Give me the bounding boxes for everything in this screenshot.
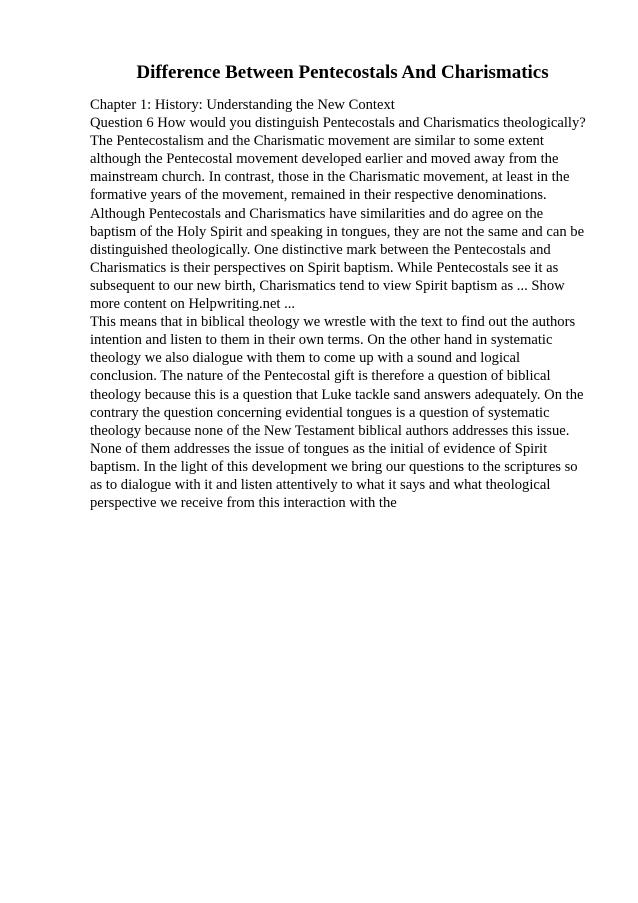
body-line: formative years of the movement, remained in their respective denominations. — [90, 187, 547, 204]
body-line: theology because none of the New Testament biblical authors addresses this issue. — [90, 422, 570, 439]
body-line: more content on Helpwriting.net ... — [90, 296, 296, 313]
body-line: although the Pentecostal movement developed earlier and moved away from the — [90, 151, 559, 168]
body-line: Charismatics is their perspectives on Spirit baptism. While Pentecostals see it as — [90, 259, 559, 276]
body-line: perspective we receive from this interaction with the — [90, 495, 397, 512]
document-title: Difference Between Pentecostals And Charismatics — [136, 62, 549, 83]
body-line: The Pentecostalism and the Charismatic movement are similar to some extent — [90, 133, 544, 150]
body-line: Question 6 How would you distinguish Pentecostals and Charismatics theologically? — [90, 115, 586, 132]
body-line: theology because this is a question that Luke tackle sand answers adequately. On the — [90, 386, 584, 403]
body-line: None of them addresses the issue of tongues as the initial of evidence of Spirit — [90, 440, 548, 457]
body-line: contrary the question concerning evidential tongues is a question of systematic — [90, 404, 550, 421]
body-line: baptism. In the light of this development we bring our questions to the scriptures so — [90, 458, 578, 475]
body-line: as to dialogue with it and listen attentively to what it says and what theological — [90, 476, 551, 493]
body-line: Chapter 1: History: Understanding the New Context — [90, 97, 395, 113]
document-body — [90, 96, 600, 512]
body-line: conclusion. The nature of the Pentecostal gift is therefore a question of biblical — [90, 368, 551, 385]
body-line: theology we also dialogue with them to come up with a sound and logical — [90, 350, 521, 367]
body-line: distinguished theologically. One distinctive mark between the Pentecostals and — [90, 241, 551, 258]
body-line: subsequent to our new birth, Charismatics tend to view Spirit baptism as ... Show — [90, 277, 565, 294]
body-line: mainstream church. In contrast, those in the Charismatic movement, at least in the — [90, 169, 570, 186]
body-line: baptism of the Holy Spirit and speaking in tongues, they are not the same and can be — [90, 223, 585, 240]
body-line: intention and listen to them in their own terms. On the other hand in systematic — [90, 332, 553, 349]
body-line: Although Pentecostals and Charismatics have similarities and do agree on the — [90, 205, 544, 222]
body-line: This means that in biblical theology we wrestle with the text to find out the authors — [90, 314, 576, 331]
